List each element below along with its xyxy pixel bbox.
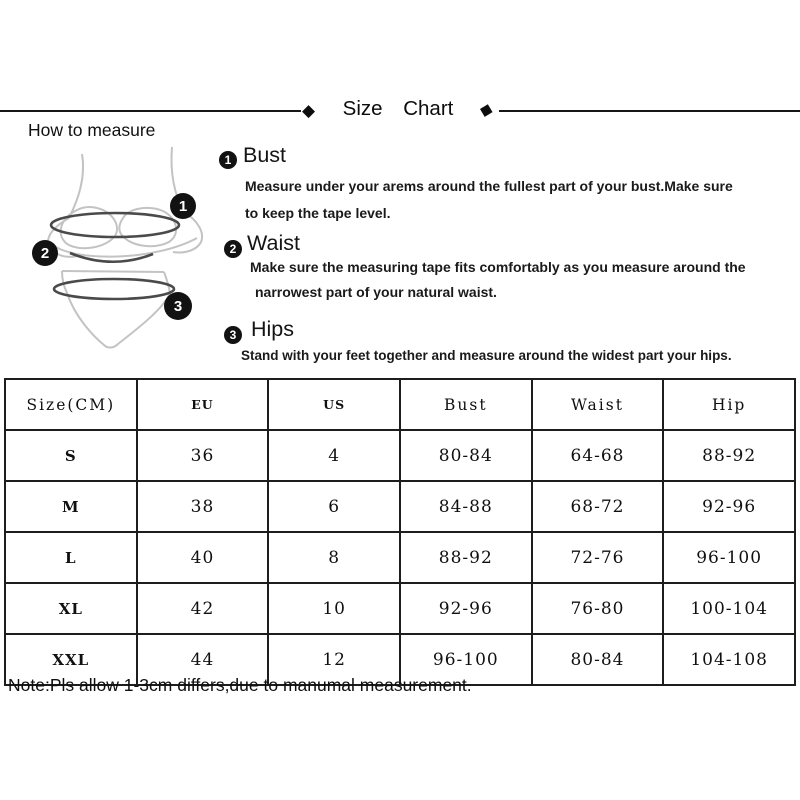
table-cell: 40: [137, 532, 269, 583]
title-divider-line-right: [499, 110, 800, 112]
table-cell: 36: [137, 430, 269, 481]
table-cell: 72-76: [532, 532, 664, 583]
table-row: [5, 430, 795, 481]
svg-text:2: 2: [40, 245, 50, 262]
table-cell: XL: [5, 583, 137, 634]
table-header-row: [5, 379, 795, 430]
table-cell: 68-72: [532, 481, 664, 532]
bikini-measure-diagram: [25, 142, 220, 377]
table-cell: M: [5, 481, 137, 532]
size-table: [4, 378, 796, 686]
waist-section-description: [250, 255, 746, 305]
diagram-badge-3: [164, 292, 192, 320]
table-cell: 38: [137, 481, 269, 532]
table-cell: XXL: [5, 634, 137, 685]
table-row: [5, 583, 795, 634]
table-header-waist: Waist: [532, 379, 664, 430]
table-cell: 10: [268, 583, 400, 634]
table-cell: 92-96: [400, 583, 532, 634]
diagram-badge-2: [32, 240, 58, 266]
page-title: Size Chart: [342, 97, 454, 120]
bust-measure-line: [51, 213, 179, 237]
table-cell: 96-100: [663, 532, 795, 583]
table-cell: 104-108: [663, 634, 795, 685]
table-cell: 88-92: [663, 430, 795, 481]
table-cell: 76-80: [532, 583, 664, 634]
table-cell: 42: [137, 583, 269, 634]
how-to-measure-heading: How to measure: [28, 120, 156, 140]
bust-section-heading: Bust: [243, 143, 287, 167]
bust-description-line: to keep the tape level.: [245, 205, 391, 221]
table-cell: 80-84: [400, 430, 532, 481]
table-header-bust: Bust: [400, 379, 532, 430]
title-divider-line-left: [0, 110, 301, 112]
table-row: [5, 532, 795, 583]
table-cell: 92-96: [663, 481, 795, 532]
bust-number-badge: 1: [219, 151, 237, 169]
hips-section-description: [241, 348, 732, 363]
diagram-badge-1: [170, 193, 196, 219]
table-cell: 96-100: [400, 634, 532, 685]
waist-description-line: narrowest part of your natural waist.: [255, 284, 497, 300]
diamond-icon: ◆: [477, 98, 496, 121]
waist-description-line: Make sure the measuring tape fits comfortably as you measure around the: [250, 259, 746, 275]
waist-number-badge: 2: [224, 240, 242, 258]
hips-number-badge: 3: [224, 326, 242, 344]
table-header-us: US: [268, 379, 400, 430]
hips-description-line: Stand with your feet together and measure around the widest part your hips.: [241, 348, 732, 363]
table-cell: 84-88: [400, 481, 532, 532]
table-cell: 80-84: [532, 634, 664, 685]
table-cell: L: [5, 532, 137, 583]
table-cell: 44: [137, 634, 269, 685]
table-cell: 88-92: [400, 532, 532, 583]
table-row: [5, 481, 795, 532]
waist-section-heading: Waist: [247, 231, 300, 255]
table-header-hip: Hip: [663, 379, 795, 430]
hip-measure-line: [54, 279, 174, 299]
table-cell: 4: [268, 430, 400, 481]
table-cell: 64-68: [532, 430, 664, 481]
svg-text:3: 3: [173, 298, 183, 315]
table-cell: 6: [268, 481, 400, 532]
table-cell: 100-104: [663, 583, 795, 634]
hips-section-heading: Hips: [251, 317, 295, 341]
table-header-eu: EU: [137, 379, 269, 430]
table-cell: 8: [268, 532, 400, 583]
table-header-size: Size(CM): [5, 379, 137, 430]
diamond-icon: ◆: [302, 101, 316, 120]
bust-description-line: Measure under your arems around the fullest part of your bust.Make sure: [245, 178, 733, 194]
table-cell: 12: [268, 634, 400, 685]
measurement-note: Note:Pls allow 1-3cm differs,due to manumal measurement.: [8, 675, 472, 695]
bust-section-description: [245, 173, 733, 227]
svg-text:1: 1: [178, 198, 188, 215]
table-cell: S: [5, 430, 137, 481]
